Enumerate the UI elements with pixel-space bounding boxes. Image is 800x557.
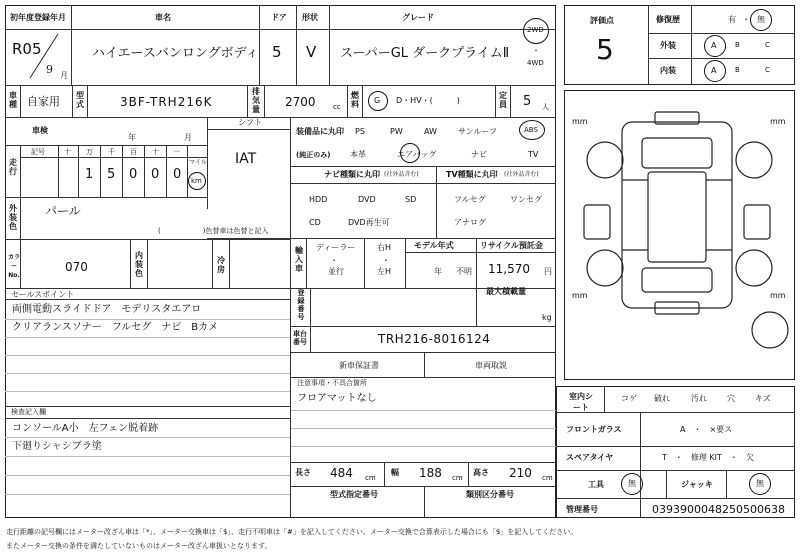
nav-label: ナビ種類に丸印 bbox=[324, 170, 380, 179]
equip-tv: TV bbox=[528, 150, 539, 159]
reg-month: 9 bbox=[46, 63, 53, 76]
use-value: 自家用 bbox=[27, 95, 60, 108]
nav-sd: SD bbox=[405, 195, 417, 204]
seat-hole: 穴 bbox=[727, 394, 735, 403]
mileage-digit: 0 bbox=[151, 167, 160, 182]
mileage-digit: 0 bbox=[129, 167, 138, 182]
digit-label-0: 十 bbox=[64, 148, 71, 156]
inspect-label: 検査記入欄 bbox=[11, 408, 46, 416]
notes-value: フロアマットなし bbox=[297, 393, 377, 404]
color-no-value: 070 bbox=[65, 260, 88, 274]
shape-label: 形状 bbox=[302, 13, 318, 22]
diagram-mm-br: mm bbox=[770, 291, 786, 300]
equip-abs: ABS bbox=[524, 126, 538, 134]
shift-label: シフト bbox=[238, 118, 262, 127]
model-year-unit: 年 bbox=[434, 267, 442, 276]
load-unit: kg bbox=[542, 313, 552, 322]
color-no-label: カラーNo. bbox=[7, 254, 20, 279]
use-label: 車種 bbox=[9, 91, 17, 109]
mgmt-value: 0393900048250500638 bbox=[652, 503, 785, 516]
type-spec-label: 型式指定番号 bbox=[330, 490, 378, 499]
class-label: 類別区分番号 bbox=[466, 490, 514, 499]
notes-label: 注意事項・不具合箇所 bbox=[297, 379, 367, 387]
disp-unit: cc bbox=[333, 103, 341, 111]
spare-value: T ・ 修理 KIT ・ 欠 bbox=[662, 453, 754, 462]
recycle-unit: 円 bbox=[544, 267, 552, 276]
door-label: ドア bbox=[271, 13, 287, 22]
footer-line-2: またメーター交換の条件を満たしていないものはメーター改ざん車扱いとなります。 bbox=[6, 542, 272, 550]
car-name-label: 車名 bbox=[155, 13, 171, 22]
equipment-sub: (純正のみ) bbox=[296, 151, 331, 159]
inspect-line-2: 下廻りシャシブラ塗 bbox=[12, 441, 102, 452]
sales-line-2: クリアランスソナー フルセグ ナビ Bカメ bbox=[12, 322, 219, 333]
height-unit: cm bbox=[542, 474, 553, 482]
tools-label: 工具 bbox=[588, 480, 604, 489]
chassis-label: 車台番号 bbox=[293, 330, 307, 346]
eval-score: 5 bbox=[596, 33, 614, 66]
color-note: ( )色替車は色替と記入 bbox=[158, 227, 269, 235]
import-dealer: ディーラー bbox=[316, 243, 356, 252]
nav-sub: (社外品含む) bbox=[384, 171, 419, 178]
drive-dot: ・ bbox=[532, 46, 540, 55]
handle-l: 左H bbox=[377, 267, 392, 276]
fuel-g: G bbox=[374, 96, 381, 105]
ext-c: C bbox=[765, 41, 770, 49]
mileage-note-label: 記号 bbox=[31, 148, 45, 156]
inspection-month: 月 bbox=[184, 133, 192, 142]
interior-label: 内装 bbox=[660, 66, 676, 75]
eval-label: 評価点 bbox=[590, 16, 614, 25]
cap-value: 5 bbox=[523, 94, 532, 109]
model-year-unknown: 不明 bbox=[456, 267, 472, 276]
mileage-digit: 5 bbox=[107, 167, 116, 182]
height-value: 210 bbox=[509, 466, 532, 480]
tv-fullseg: フルセグ bbox=[454, 195, 486, 204]
nav-dvd-play: DVD再生可 bbox=[348, 218, 390, 227]
diagram-mm-bl: mm bbox=[572, 291, 588, 300]
tv-analog: アナログ bbox=[454, 218, 486, 227]
grade-label: グレード bbox=[402, 13, 434, 22]
car-name-value: ハイエースバンロングボディ bbox=[92, 46, 259, 61]
width-value: 188 bbox=[419, 466, 442, 480]
glass-value: A ・ ×要ス bbox=[680, 425, 733, 434]
length-label: 長さ bbox=[295, 468, 311, 477]
type-value: 3BF-TRH216K bbox=[120, 95, 213, 109]
model-year-label: モデル年式 bbox=[414, 241, 454, 250]
digit-label-3: 百 bbox=[130, 148, 137, 156]
equip-ps: PS bbox=[355, 127, 365, 136]
repair-label: 修復歴 bbox=[656, 15, 680, 24]
seat-scratch: キズ bbox=[755, 394, 771, 403]
max-load-label: 最大積載量 bbox=[486, 287, 526, 296]
repair-sep: ・ bbox=[742, 15, 750, 24]
cap-label: 定員 bbox=[499, 91, 507, 109]
ac-label: 冷房 bbox=[217, 256, 225, 274]
ext-b: B bbox=[735, 41, 740, 49]
cap-unit: 人 bbox=[542, 103, 549, 111]
equip-navi: ナビ bbox=[471, 150, 487, 159]
nav-dvd: DVD bbox=[358, 195, 376, 204]
mileage-digit: 1 bbox=[85, 167, 94, 182]
import-label: 輸入車 bbox=[295, 246, 303, 273]
fuel-other: D・HV・( ) bbox=[396, 96, 460, 105]
ext-a: A bbox=[711, 41, 717, 50]
mileage-label: 走行 bbox=[9, 158, 17, 176]
jack-value: 無 bbox=[756, 479, 764, 488]
reg-no-label: 登録番号 bbox=[297, 289, 305, 321]
doors-value: 5 bbox=[272, 43, 282, 61]
repair-yes: 有 bbox=[728, 15, 736, 24]
grade-value: スーパーGL ダークプライムⅡ bbox=[340, 46, 510, 61]
digit-label-2: 千 bbox=[108, 148, 115, 156]
equipment-label: 装備品に丸印 bbox=[296, 127, 344, 136]
disp-value: 2700 bbox=[285, 95, 316, 109]
tv-sub: (社外品含む) bbox=[504, 171, 539, 178]
repair-no: 無 bbox=[757, 15, 765, 24]
width-label: 幅 bbox=[391, 468, 399, 477]
seat-burn: コゲ bbox=[621, 394, 637, 403]
int-c: C bbox=[765, 66, 770, 74]
digit-label-4: 十 bbox=[152, 148, 159, 156]
reg-month-unit: 月 bbox=[60, 71, 68, 80]
equip-pw: PW bbox=[390, 127, 403, 136]
int-a: A bbox=[711, 66, 717, 75]
footer-line-1: 走行距離の記号欄にはメーター改ざん車は「*」、メーター交換車は「$」、走行不明車は「#」を記入してください。メーター交換で合算表示した場合にも「$」を記入してください。 bbox=[6, 528, 578, 536]
recycle-value: 11,570 bbox=[488, 262, 530, 276]
disp-label: 排気量 bbox=[252, 87, 260, 114]
nav-cd: CD bbox=[309, 218, 321, 227]
exterior-label: 外装 bbox=[660, 41, 676, 50]
drive-4wd: 4WD bbox=[527, 59, 544, 67]
shift-value: IAT bbox=[235, 151, 257, 167]
recycle-label: リサイクル預託金 bbox=[480, 241, 543, 250]
seat-stain: 汚れ bbox=[691, 394, 707, 403]
km-label: km bbox=[191, 177, 202, 185]
reg-year: R05 bbox=[12, 40, 42, 58]
jack-label: ジャッキ bbox=[681, 480, 713, 489]
seat-label: 室内シート bbox=[569, 392, 593, 412]
handle-dot: ・ bbox=[382, 256, 390, 265]
int-b: B bbox=[735, 66, 740, 74]
color-value: パール bbox=[45, 204, 81, 218]
digit-label-1: 万 bbox=[86, 148, 93, 156]
chassis-value: TRH216-8016124 bbox=[378, 332, 491, 346]
width-unit: cm bbox=[452, 474, 463, 482]
spare-label: スペアタイヤ bbox=[566, 453, 614, 462]
sales-line-1: 両側電動スライドドア モデリスタエアロ bbox=[12, 304, 202, 315]
inspection-label: 車検 bbox=[32, 126, 48, 135]
equip-airbag: エアバッグ bbox=[397, 150, 437, 159]
import-dot: ・ bbox=[330, 256, 338, 265]
nav-hdd: HDD bbox=[309, 195, 328, 204]
shape-value: V bbox=[306, 43, 317, 61]
inspect-line-1: コンソールA小 左フェン脱着跡 bbox=[12, 423, 159, 434]
tools-value: 無 bbox=[628, 479, 636, 488]
handle-r: 右H bbox=[377, 243, 392, 252]
drive-2wd: 2WD bbox=[527, 26, 544, 34]
glass-label: フロントガラス bbox=[566, 425, 622, 434]
first-reg-label: 初年度登録年月 bbox=[10, 13, 66, 22]
type-label: 型式 bbox=[76, 91, 84, 109]
inspection-year: 年 bbox=[128, 133, 136, 142]
warranty-new: 新車保証書 bbox=[339, 361, 379, 370]
fuel-label: 燃料 bbox=[351, 91, 359, 109]
equip-sunroof: サンルーフ bbox=[458, 127, 497, 136]
mgmt-label: 管理番号 bbox=[566, 505, 598, 514]
mileage-digit: 0 bbox=[173, 167, 182, 182]
length-unit: cm bbox=[365, 474, 376, 482]
color-label: 外装色 bbox=[9, 204, 17, 231]
warranty-manual: 車両取説 bbox=[475, 361, 507, 370]
interior-color-label: 内装色 bbox=[135, 251, 143, 278]
digit-label-5: 一 bbox=[173, 148, 180, 156]
diagram-mm-tr: mm bbox=[770, 117, 786, 126]
length-value: 484 bbox=[330, 466, 353, 480]
height-label: 高さ bbox=[473, 468, 489, 477]
diagram-mm-tl: mm bbox=[572, 117, 588, 126]
mile-label: マイル bbox=[189, 159, 207, 166]
import-parallel: 並行 bbox=[328, 267, 344, 276]
tv-label: TV種類に丸印 bbox=[446, 170, 498, 179]
sales-label: セールスポイント bbox=[11, 290, 75, 299]
seat-tear: 破れ bbox=[654, 394, 670, 403]
tv-oneseg: ワンセグ bbox=[510, 195, 542, 204]
equip-aw: AW bbox=[424, 127, 437, 136]
equip-leather: 本革 bbox=[350, 150, 366, 159]
